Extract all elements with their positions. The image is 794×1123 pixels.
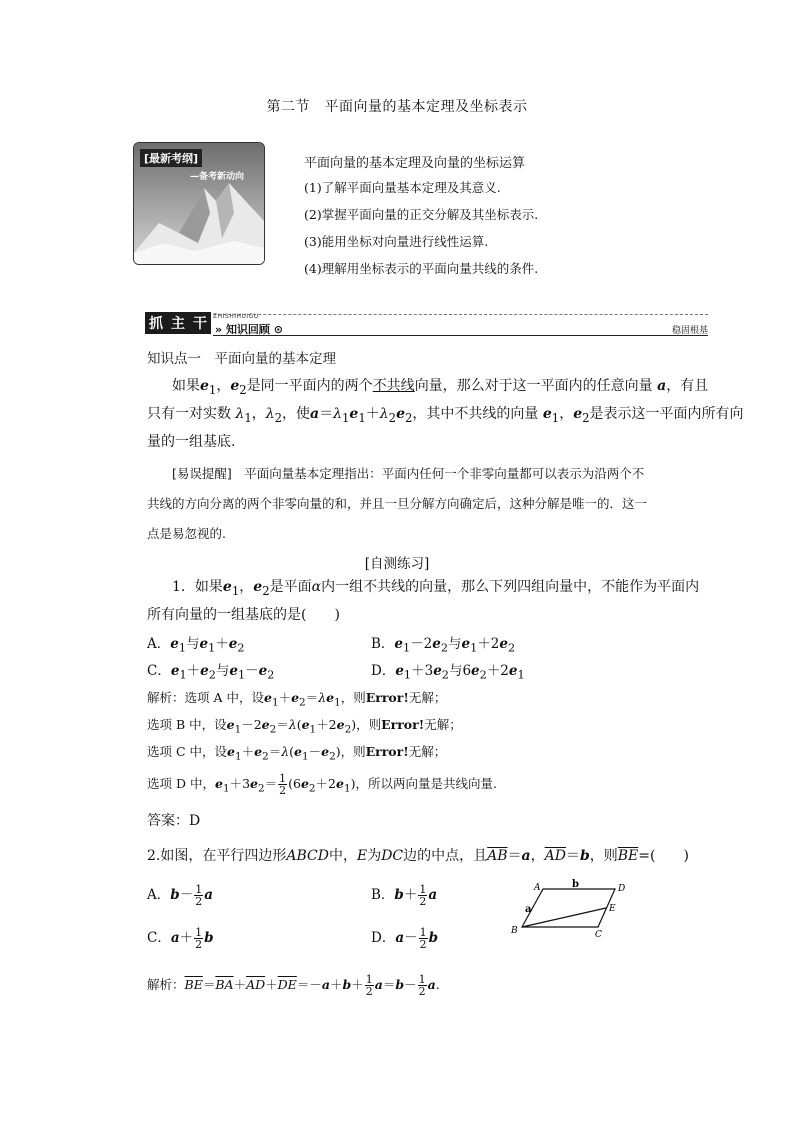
hero-tag: [最新考纲] bbox=[140, 149, 202, 167]
point-label-e: E bbox=[609, 904, 616, 914]
option-letter: C． bbox=[147, 663, 171, 679]
banner-title: » 知识回顾 ⊙ bbox=[215, 323, 283, 336]
q2-option-c[interactable]: C．a＋ $\frac{1}{2}$ b bbox=[147, 926, 214, 951]
q1-solution-b: 选项 B 中，设$e_1-2e_2=\lambda(e_1+2e_2)$，则Error!无解； bbox=[147, 717, 462, 736]
text: 与 bbox=[215, 663, 230, 679]
banner-right: 稳固根基 bbox=[671, 326, 708, 336]
option-letter: A． bbox=[147, 887, 171, 903]
fraction: $\frac{1}{2}$ bbox=[418, 973, 426, 998]
fraction: $\frac{1}{2}$ bbox=[195, 926, 203, 951]
objective-item: (2)掌握平面向量的正交分解及其坐标表示. bbox=[304, 207, 539, 222]
text: 选项 D 中， bbox=[147, 776, 215, 791]
hero-image bbox=[133, 142, 265, 265]
reminder-line-1 bbox=[172, 464, 644, 482]
fraction: $\frac{1}{2}$ bbox=[419, 926, 427, 951]
q1-option-b[interactable]: B．$e_1-2e_2$与$e_1+2e_2$ bbox=[371, 636, 516, 655]
option-letter: B． bbox=[371, 887, 395, 903]
q1-stem-line-2: 所有向量的一组基底的是( ) bbox=[147, 607, 340, 623]
q1-option-d[interactable]: D．$e_1+3e_2$与$6e_2+2e_1$ bbox=[371, 663, 525, 682]
kp1-line-3: 量的一组基底. bbox=[147, 434, 236, 450]
text: 无解； bbox=[424, 717, 462, 732]
play-icon: ⊙ bbox=[273, 323, 283, 336]
q2-stem: 2.如图，在平行四边形ABCD中，E为DC边的中点，且$\overline{AB}=a$，$\overline{AD}=b$，则$\overline{BE}=$( ) bbox=[147, 848, 689, 864]
parallelogram bbox=[522, 889, 615, 927]
kp1-line-2: 只有一对实数 $\lambda_1$，$\lambda_2$，使$a=\lambda_1e_1+\lambda_2e_2$，其中不共线的向量 $e_1$，$e_2$是表示这一平面内所有向 bbox=[147, 406, 744, 425]
error-text: Error! bbox=[381, 717, 425, 732]
option-letter: D． bbox=[371, 930, 396, 946]
text: 与 bbox=[186, 636, 200, 652]
banner-dotted-line bbox=[213, 314, 708, 315]
text: 是平面 bbox=[269, 579, 312, 595]
q2-option-b[interactable]: B．b＋ $\frac{1}{2}$ a bbox=[371, 883, 438, 908]
text: 只有一对实数 bbox=[147, 406, 231, 422]
vertex-label-d: D bbox=[618, 884, 626, 894]
text: 为 bbox=[367, 848, 382, 864]
text: 是同一平面内的两个 bbox=[246, 378, 373, 394]
text: 解析： bbox=[147, 977, 185, 992]
segment-be bbox=[522, 908, 606, 927]
text: 是表示这一平面内所有向 bbox=[589, 406, 744, 422]
vertex-label-a: A bbox=[534, 883, 541, 893]
option-letter: C． bbox=[147, 930, 171, 946]
text: 选项 A 中，设 bbox=[184, 690, 264, 705]
error-text: Error! bbox=[365, 690, 409, 705]
text: 如果 bbox=[172, 378, 200, 394]
reminder-line-3: 点是易忽视的. bbox=[147, 526, 226, 541]
q1-option-c[interactable]: C．$e_1+e_2$与$e_1-e_2$ bbox=[147, 663, 275, 682]
vector-label-b: b bbox=[572, 879, 579, 890]
q2-option-d[interactable]: D．a－ $\frac{1}{2}$ b bbox=[371, 926, 439, 951]
text: 与 bbox=[448, 636, 462, 652]
q1-option-a[interactable]: A．$e_1$与$e_1+e_2$ bbox=[147, 636, 245, 655]
q2-solution: 解析：$\overline{BE}=\overline{BA}+\overline{AD}+\overline{DE}=-a+b+$ $\frac{1}{2}$ a＝b－ $\frac{1}{2}$ a. bbox=[147, 973, 440, 998]
page-title: 第二节 平面向量的基本定理及坐标表示 bbox=[266, 99, 528, 115]
text: ，其中不共线的向量 bbox=[412, 406, 539, 422]
vector-label-a: a bbox=[525, 904, 532, 915]
objective-item: (4)理解用坐标表示的平面向量共线的条件. bbox=[304, 261, 539, 276]
option-letter: D． bbox=[371, 663, 396, 679]
objective-item: (1)了解平面向量基本定理及其意义. bbox=[304, 180, 501, 195]
text: 向量，那么对于这一平面内的任意向量 bbox=[414, 378, 653, 394]
section-banner bbox=[145, 312, 708, 336]
q1-stem-line-1: 1．如果$e_1$，$e_2$是平面α内一组不共线的向量，那么下列四组向量中，不能作为平面内 bbox=[172, 579, 700, 598]
reminder-label: [易误提醒] bbox=[172, 466, 232, 481]
text: 无解； bbox=[408, 744, 447, 759]
option-letter: A． bbox=[147, 636, 171, 652]
text: ，则 bbox=[356, 717, 382, 732]
objectives-heading: 平面向量的基本定理及向量的坐标运算 bbox=[304, 156, 526, 171]
text: 与 bbox=[448, 663, 463, 679]
q1-solution-d: 选项 D 中，$e_1+3e_2=$ $\frac{1}{2}$ $(6e_2+2e_1)$，所以两向量是共线向量. bbox=[147, 772, 497, 797]
text: 1．如果 bbox=[172, 579, 223, 595]
text: 无解； bbox=[408, 690, 447, 705]
banner-char: 干 bbox=[193, 316, 207, 332]
banner-title-text: 知识回顾 bbox=[225, 323, 270, 336]
fraction: $\frac{1}{2}$ bbox=[365, 973, 373, 998]
practice-title: [自测练习] bbox=[364, 556, 430, 572]
text: ，则 bbox=[340, 744, 366, 759]
text: ，有且 bbox=[666, 378, 709, 394]
text: ，则 bbox=[589, 848, 618, 864]
banner-pinyin: ZHISHIHUIGU bbox=[213, 313, 259, 320]
objective-item: (3)能用坐标对向量进行线性运算. bbox=[304, 234, 489, 249]
parallelogram-figure bbox=[505, 878, 635, 940]
text: 选项 B 中，设 bbox=[147, 717, 227, 732]
banner-char: 主 bbox=[171, 316, 185, 332]
text: =( ) bbox=[638, 848, 689, 864]
q1-answer: 答案：D bbox=[147, 813, 201, 829]
text: 解析： bbox=[147, 690, 185, 705]
text: ，使 bbox=[282, 406, 311, 422]
text: 中， bbox=[328, 848, 357, 864]
banner-tag bbox=[145, 312, 211, 334]
kp1-heading: 知识点一 平面向量的基本定理 bbox=[147, 351, 336, 367]
fraction: $\frac{1}{2}$ bbox=[195, 883, 203, 908]
hero-subtitle: —备考新动向 bbox=[190, 172, 245, 182]
text: ，所以两向量是共线向量. bbox=[355, 776, 497, 791]
vertex-label-c: C bbox=[595, 930, 602, 940]
q1-solution-a: 解析：选项 A 中，设$e_1+e_2=\lambda e_1$，则Error!无解； bbox=[147, 690, 447, 709]
text: ，则 bbox=[340, 690, 366, 705]
text: 2.如图，在平行四边形 bbox=[147, 848, 287, 864]
q2-option-a[interactable]: A．b－ $\frac{1}{2}$ a bbox=[147, 883, 213, 908]
error-text: Error! bbox=[365, 744, 409, 759]
reminder-line-2: 共线的方向分离的两个非零向量的和，并且一旦分解方向确定后，这种分解是唯一的．这一 bbox=[147, 496, 648, 511]
fraction: $\frac{1}{2}$ bbox=[279, 772, 287, 797]
option-letter: B． bbox=[371, 636, 395, 652]
banner-char: 抓 bbox=[149, 316, 163, 332]
text: 边的中点，且 bbox=[403, 848, 488, 864]
fraction: $\frac{1}{2}$ bbox=[419, 883, 427, 908]
kp1-line-1: 如果$e_1$，$e_2$是同一平面内的两个不共线向量，那么对于这一平面内的任意向量 a，有且 bbox=[172, 378, 709, 397]
text: 选项 C 中，设 bbox=[147, 744, 228, 759]
text: 内一组不共线的向量，那么下列四组向量中，不能作为平面内 bbox=[321, 579, 700, 595]
underlined-term: 不共线 bbox=[372, 378, 415, 394]
vertex-label-b: B bbox=[511, 926, 518, 936]
banner-rule bbox=[213, 335, 708, 336]
text: 平面向量基本定理指出：平面内任何一个非零向量都可以表示为沿两个不 bbox=[244, 466, 645, 481]
q1-solution-c: 选项 C 中，设$e_1+e_2=\lambda(e_1-e_2)$，则Error!无解； bbox=[147, 744, 447, 763]
